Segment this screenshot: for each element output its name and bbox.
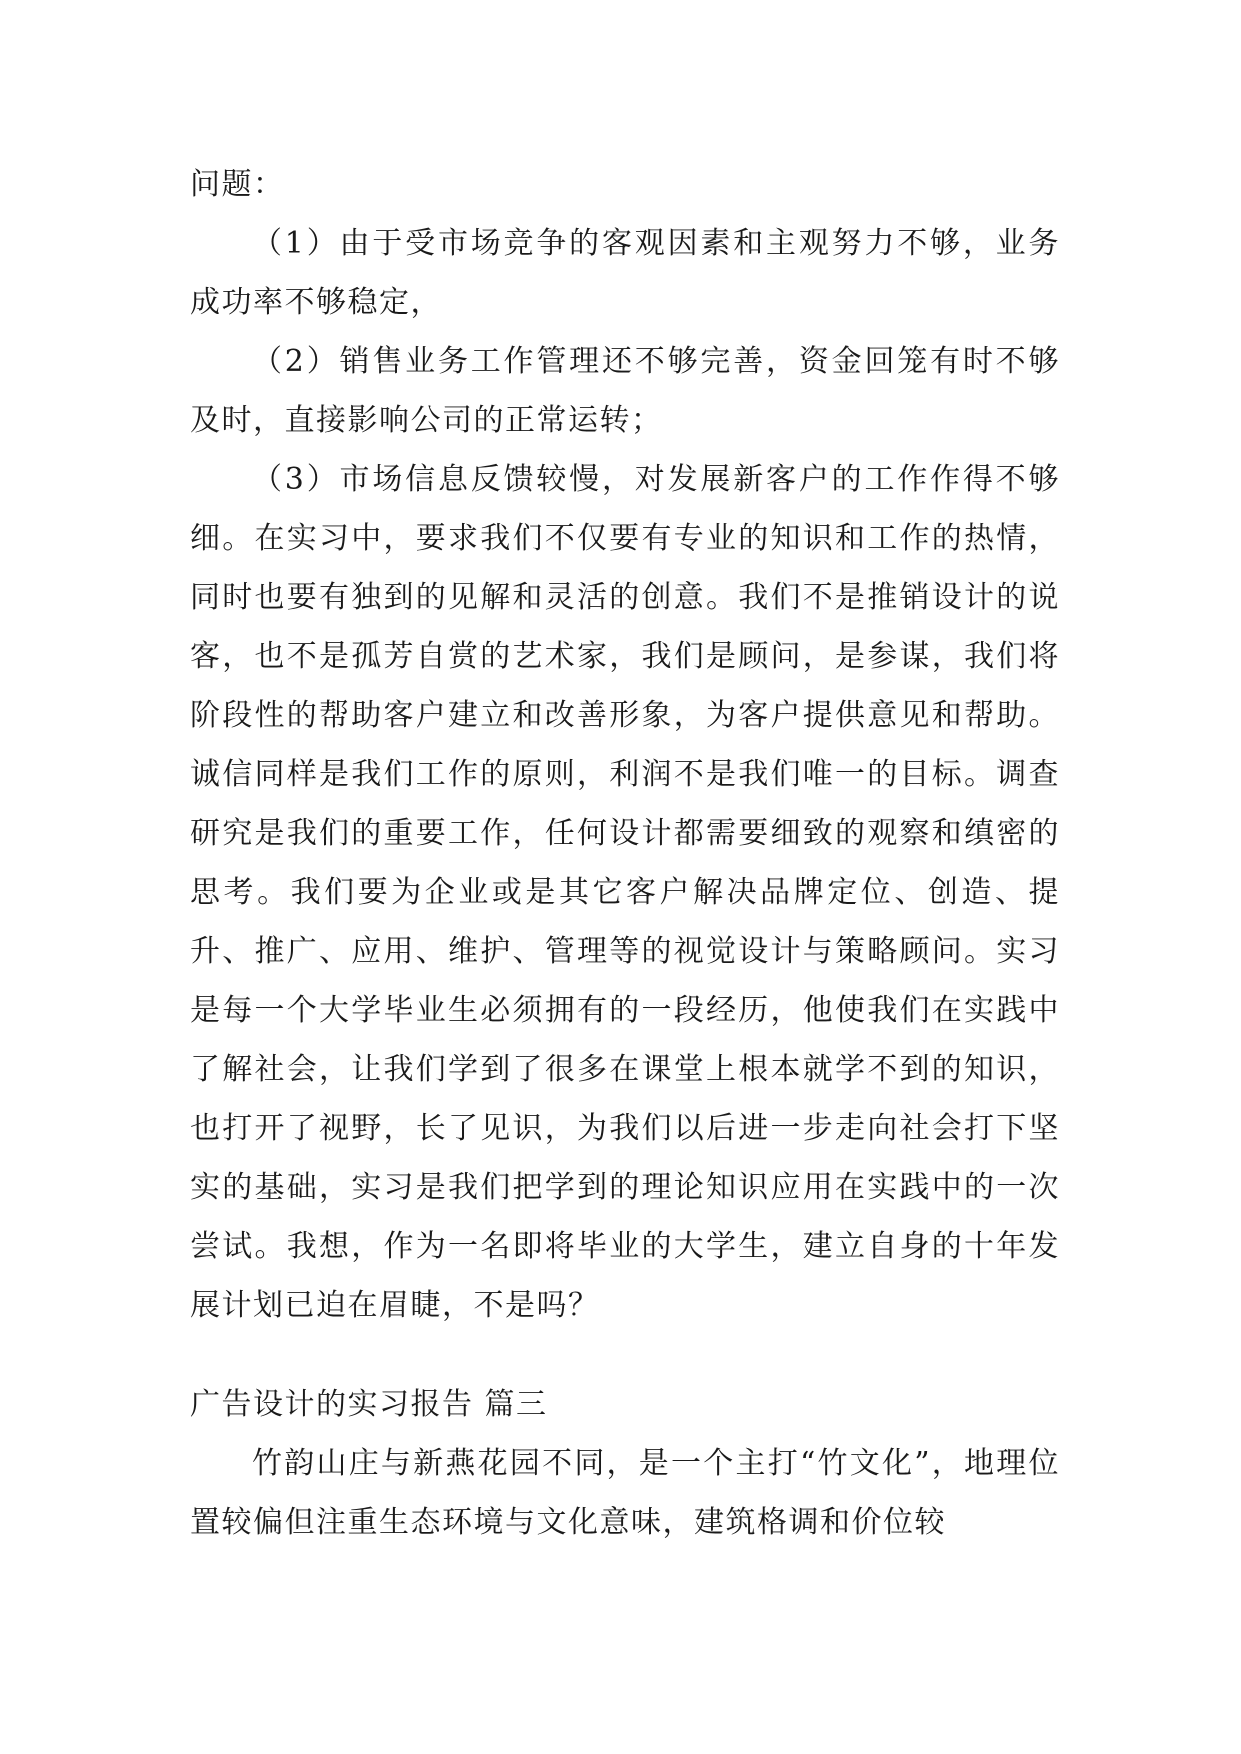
problem-item-3: （3）市场信息反馈较慢，对发展新客户的工作作得不够细。在实习中，要求我们不仅要有专业的知识和工作的热情，同时也要有独到的见解和灵活的创意。我们不是推销设计的说客，也不是孤芳自赏的艺术家，我们是顾问，是参谋，我们将阶段性的帮助客户建立和改善形象，为客户提供意见和帮助。诚信同样是我们工作的原则，利润不是我们唯一的目标。调查研究是我们的重要工作，任何设计都需要细致的观察和缜密的思考。我们要为企业或是其它客户解决品牌定位、创造、提升、推广、应用、维护、管理等的视觉设计与策略顾问。实习是每一个大学毕业生必须拥有的一段经历，他使我们在实践中了解社会，让我们学到了很多在课堂上根本就学不到的知识，也打开了视野，长了见识，为我们以后进一步走向社会打下坚实的基础，实习是我们把学到的理论知识应用在实践中的一次尝试。我想，作为一名即将毕业的大学生，建立自身的十年发展计划已迫在眉睫，不是吗？ bbox=[190, 462, 1060, 1323]
intro-line: 问题： bbox=[190, 167, 285, 202]
section-heading: 广告设计的实习报告 篇三 bbox=[190, 1387, 548, 1422]
section-one bbox=[190, 155, 1060, 1335]
problem-item-2: （2）销售业务工作管理还不够完善，资金回笼有时不够及时，直接影响公司的正常运转； bbox=[190, 344, 1060, 438]
problem-item-1: （1）由于受市场竞争的客观因素和主观努力不够，业务成功率不够稳定， bbox=[190, 226, 1060, 320]
section-two-paragraph: 竹韵山庄与新燕花园不同，是一个主打“竹文化”，地理位置较偏但注重生态环境与文化意味，建筑格调和价位较 bbox=[190, 1446, 1060, 1540]
section-two bbox=[190, 1375, 1060, 1552]
